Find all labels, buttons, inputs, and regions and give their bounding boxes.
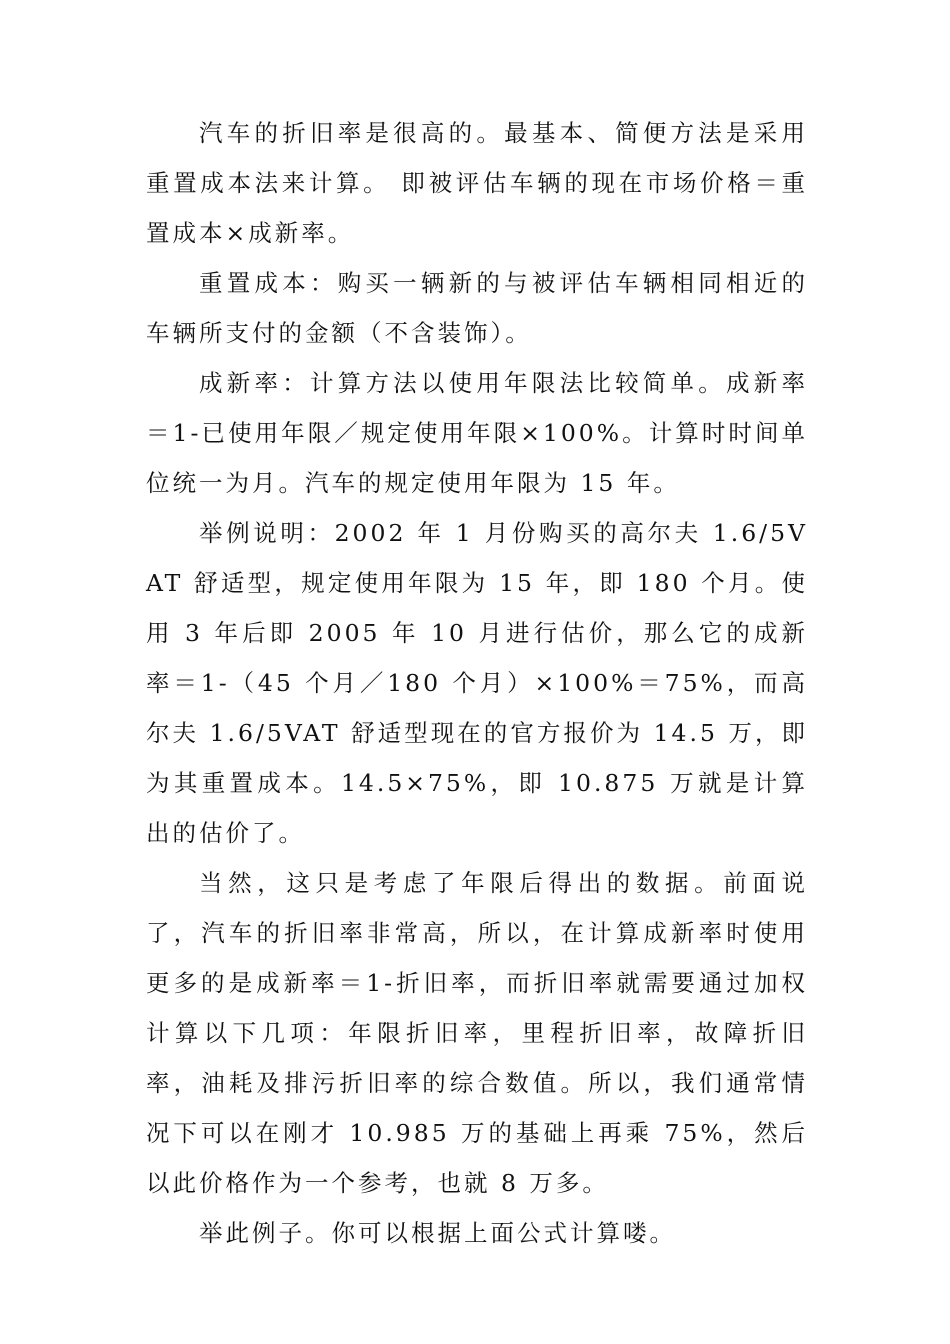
paragraph-example: 举例说明：2002 年 1 月份购买的高尔夫 1.6/5VAT 舒适型，规定使用年限为 15 年，即 180 个月。使用 3 年后即 2005 年 10 月进行估价，那么它的成新率＝1-（45 个月／180 个月）×100%＝75%，而高尔夫 1.6/5VAT 舒适型现在的官方报价为 14.5 万，即为其重置成本。14.5×75%，即 10.875 万就是计算出的估价了。 bbox=[146, 519, 808, 847]
paragraph-intro: 汽车的折旧率是很高的。最基本、简便方法是采用重置成本法来计算。 即被评估车辆的现在市场价格＝重置成本×成新率。 bbox=[146, 119, 808, 247]
paragraph-depreciation: 当然，这只是考虑了年限后得出的数据。前面说了，汽车的折旧率非常高，所以，在计算成新率时使用更多的是成新率＝1-折旧率，而折旧率就需要通过加权计算以下几项：年限折旧率，里程折旧率，故障折旧率，油耗及排污折旧率的综合数值。所以，我们通常情况下可以在刚才 10.985 万的基础上再乘 75%，然后以此价格作为一个参考，也就 8 万多。 bbox=[146, 869, 808, 1197]
paragraph-replacement-cost: 重置成本：购买一辆新的与被评估车辆相同相近的车辆所支付的金额（不含装饰）。 bbox=[146, 269, 808, 347]
paragraph-newness-rate: 成新率：计算方法以使用年限法比较简单。成新率＝1-已使用年限／规定使用年限×100%。计算时时间单位统一为月。汽车的规定使用年限为 15 年。 bbox=[146, 369, 808, 497]
paragraph-closing: 举此例子。你可以根据上面公式计算喽。 bbox=[199, 1219, 676, 1247]
document-body bbox=[146, 108, 808, 1258]
